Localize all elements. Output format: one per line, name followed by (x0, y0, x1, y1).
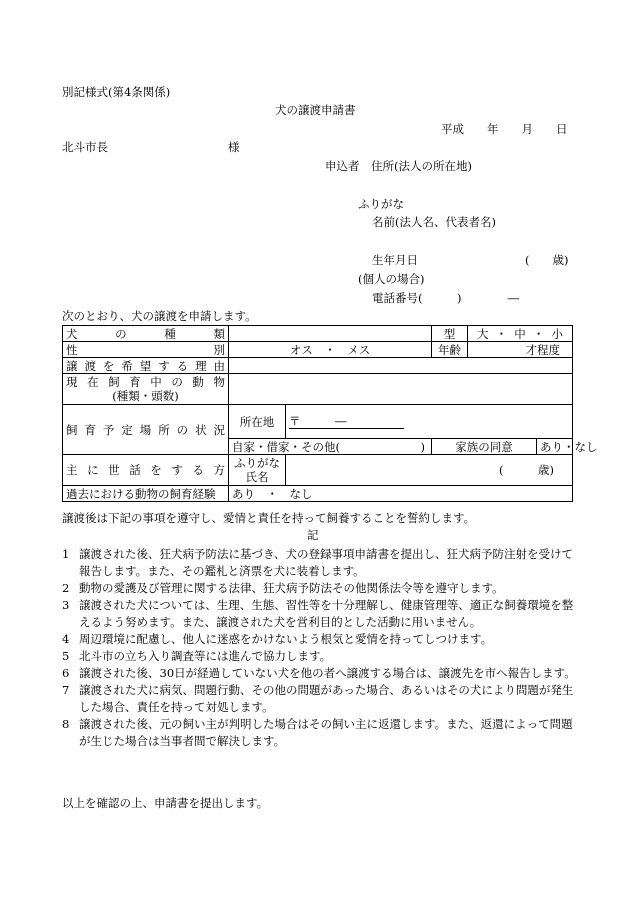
dog-age-label: 年齢 (432, 342, 468, 358)
reason-label: 譲 渡 を 希 望 す る 理 由 (63, 358, 229, 374)
applicant-birthdate-label: 生年月日 (372, 253, 418, 267)
document-title: 犬の譲渡申請書 (275, 103, 356, 117)
caretaker-label: 主 に 世 話 を す る 方 (63, 455, 229, 486)
dog-age-value: 才程度 (468, 342, 573, 358)
list-item: 7 譲渡された犬に病気、問題行動、その他の問題があった場合、あるいはその犬により問題が発生した場合、責任を持って対処します。 (62, 683, 574, 714)
current-animals-sub: (種類・頭数) (112, 389, 179, 403)
current-animals-label: 現 在 飼 育 中 の 動 物 (種類・頭数) (63, 374, 229, 405)
size-type-label: 型 (432, 326, 468, 342)
applicant-phone-label: 電話番号( ) ― (372, 291, 519, 305)
sex-label: 性 別 (63, 342, 229, 358)
addressee: 北斗市長 (62, 140, 108, 154)
ki-heading: 記 (307, 528, 319, 542)
caretaker-age-field: ( 歳) (286, 455, 573, 486)
size-options: 大 ・ 中 ・ 小 (468, 326, 573, 342)
list-item: 6 譲渡された後、30日が経過していない犬を他の者へ譲渡する場合は、譲渡先を市へ報告します。 (62, 666, 576, 680)
reason-value (229, 358, 573, 374)
breed-value (229, 326, 432, 342)
place-label: 飼 育 予 定 場 所 の 状 況 (63, 405, 229, 455)
applicant-address-label: 申込者 住所(法人の所在地) (325, 159, 472, 173)
date-line: 平成 年 月 日 (441, 122, 568, 136)
family-consent-options: あり・なし (537, 439, 573, 455)
caretaker-name-label: ふりがな 氏名 (229, 455, 286, 486)
list-item: 3 譲渡された犬については、生理、生態、習性等を十分理解し、健康管理等、適正な飼養環境を整えるよう努めます。また、譲渡された犬を営利目的とした活動に用いません。 (62, 598, 574, 629)
sex-options: オス ・ メス (229, 342, 432, 358)
family-consent-label: 家族の同意 (432, 439, 537, 455)
intro-text: 次のとおり、犬の譲渡を申請します。 (62, 309, 257, 323)
form-number: 別記様式(第4条関係) (62, 85, 171, 99)
list-item: 1 譲渡された後、狂犬病予防法に基づき、犬の登録事項申請書を提出し、狂犬病予防注射を受けて報告します。また、その鑑札と済票を犬に装着します。 (62, 547, 574, 578)
list-item: 4 周辺環境に配慮し、他人に迷惑をかけないよう根気と愛情を持ってしつけます。 (62, 632, 493, 646)
applicant-name-label: 名前(法人名、代表者名) (372, 215, 496, 229)
experience-options: あり ・ なし (229, 486, 573, 502)
zip-field: 〒 ― (286, 405, 573, 439)
housing-options: 自家・借家・その他( ) (229, 439, 432, 455)
breed-label: 犬 の 種 類 (63, 326, 229, 342)
list-item: 8 譲渡された後、元の飼い主が判明した場合はその飼い主に返還します。また、返還によって問題が生じた場合は当事者間で解決します。 (62, 717, 573, 748)
experience-label: 過去における動物の飼育経験 (63, 486, 229, 502)
current-animals-value (229, 374, 573, 405)
location-label: 所在地 (229, 405, 286, 439)
applicant-furigana-label: ふりがな (358, 197, 404, 211)
list-item: 5 北斗市の立ち入り調査等には進んで協力します。 (62, 649, 332, 663)
pledge-text: 譲渡後は下記の事項を遵守し、愛情と責任を持って飼養することを誓約します。 (62, 511, 476, 525)
addressee-honorific: 様 (228, 140, 240, 154)
list-item: 2 動物の愛護及び管理に関する法律、狂犬病予防法その他関係法令等を遵守します。 (62, 581, 504, 595)
pledge-items (62, 546, 577, 750)
application-table (62, 325, 598, 502)
individual-note: (個人の場合) (358, 272, 425, 286)
applicant-age-field: ( 歳) (525, 253, 569, 267)
closing-text: 以上を確認の上、申請書を提出します。 (62, 796, 269, 810)
